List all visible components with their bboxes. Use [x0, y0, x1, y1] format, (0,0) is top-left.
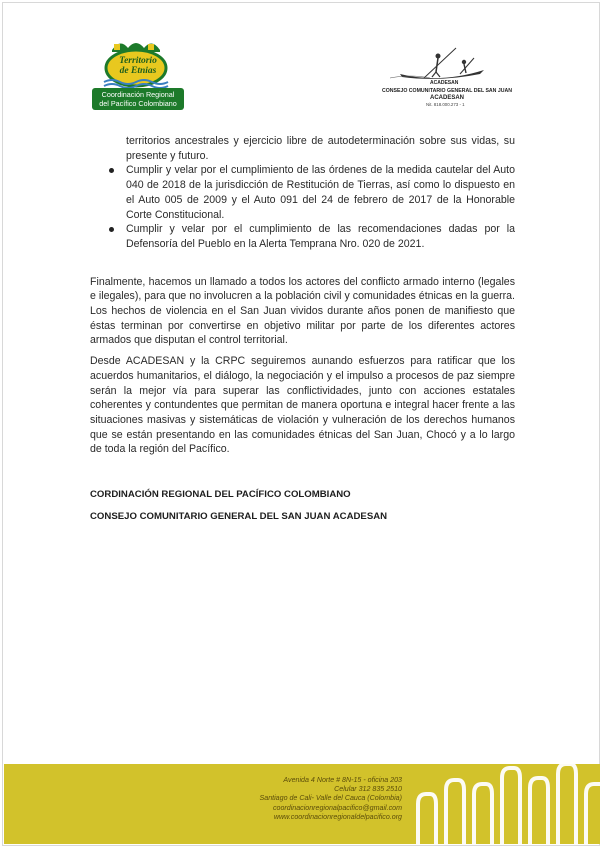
bullet-text: Cumplir y velar por el cumplimiento de las recomendaciones dadas por la Defensoría del Pueblo en la Alerta Temprana Nro. 020 de 2021.: [126, 223, 515, 250]
logo-line-3: Coordinación Regional: [101, 90, 175, 99]
logo-line-1: Territorio: [119, 56, 157, 66]
bullet-item: [90, 222, 515, 251]
document-body: [90, 134, 515, 523]
acadesan-short: ACADESAN: [430, 80, 459, 86]
footer-website[interactable]: www.coordinacionregionaldelpacifico.org: [273, 812, 402, 821]
acadesan-full-name: CONSEJO COMUNITARIO GENERAL DEL SAN JUAN: [382, 88, 512, 94]
footer-phone: Celular 312 835 2510: [334, 785, 402, 794]
paragraph-2: Desde ACADESAN y la CRPC seguiremos aunando esfuerzos para ratificar que los acuerdos humanitarios, el diálogo, la negociación y el impulso a procesos de paz siempre serán la mejor vía para superar las conflictividades, junto con acciones estatales coherentes y contundentes que permitan de manera oportuna e integral hacer frente a las situaciones masivas y sistemáticas de violación y vulneración de los derechos humanos que se están presentando en las comunidades étnicas del San Juan, Chocó y a lo largo de toda la región del Pacífico.: [90, 355, 515, 456]
bullet-continuation: territorios ancestrales y ejercicio libre de autodeterminación sobre sus vidas, su presente y futuro.: [126, 135, 515, 162]
bullet-item: [90, 163, 515, 222]
footer-decorative-pattern: [412, 764, 600, 844]
signature-crpc: CORDINACIÓN REGIONAL DEL PACÍFICO COLOMBIANO: [90, 489, 351, 501]
footer-email[interactable]: coordinacionregionalpacifico@gmail.com: [272, 803, 402, 812]
bullet-text: Cumplir y velar por el cumplimiento de las órdenes de la medida cautelar del Auto 040 de 2018 de la jurisdicción de Restitución de Tierras, así como lo dispuesto en el Auto 005 de 2009 y el Auto 091 del 24 de febrero de 2017 de la Honorable Corte Constitucional.: [126, 164, 515, 221]
bullet-dot: [109, 168, 114, 173]
logo-line-2: de Etnias: [119, 66, 157, 76]
logo-line-4: del Pacífico Colombiano: [99, 99, 177, 108]
paragraph-1: Finalmente, hacemos un llamado a todos los actores del conflicto armado interno (legales e ilegales), para que no involucren a la población civil y comunidades étnicas en la guerra. Los hechos de violencia en el San Juan vividos durante años ponen de manifiesto que éstas terminan por convertirse en objetivo militar por parte de los diferentes actores armados que disputan el control territorial.: [90, 275, 515, 347]
bullet-dot: [109, 227, 114, 232]
acadesan-logo: [380, 44, 520, 112]
footer-contact: [260, 776, 402, 822]
footer-address: Avenida 4 Norte # 8N-15 - oficina 203: [283, 776, 402, 784]
acadesan-nit: Nit. 818.000.273 - 1: [426, 102, 465, 107]
signature-acadesan: CONSEJO COMUNITARIO GENERAL DEL SAN JUAN ACADESAN: [90, 511, 388, 523]
bullet-list: [90, 134, 515, 252]
footer-band: [4, 764, 600, 844]
footer-city: Santiago de Cali- Valle del Cauca (Colombia): [259, 794, 402, 803]
territorio-de-etnias-logo: [88, 38, 188, 112]
acadesan-acronym: ACADESAN: [430, 95, 465, 101]
